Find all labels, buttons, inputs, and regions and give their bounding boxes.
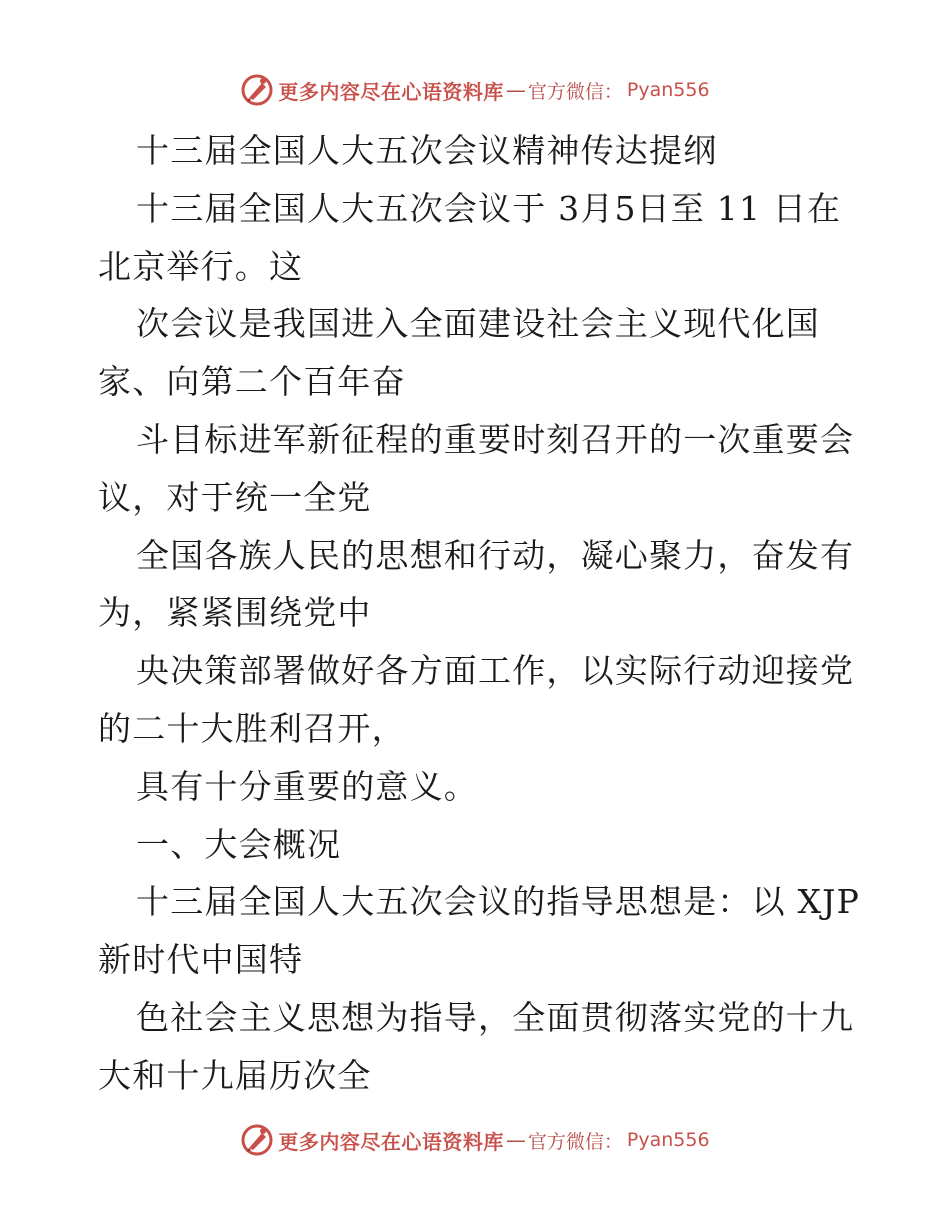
banner-separator: — — [505, 1128, 526, 1152]
paragraph-line: 具有十分重要的意义。 — [136, 766, 478, 806]
paragraph-line: 央决策部署做好各方面工作，以实际行动迎接党 — [136, 651, 855, 691]
paragraph-line: 家、向第二个百年奋 — [98, 362, 406, 402]
document-body — [98, 122, 861, 1105]
banner-wechat-label: 官方微信： — [527, 1130, 623, 1153]
pen-nib-logo-icon — [240, 1123, 274, 1157]
document-title: 十三届全国人大五次会议精神传达提纲 — [136, 131, 718, 170]
paragraph-line: 大和十九届历次全 — [98, 1055, 372, 1095]
paragraph-line: 次会议是我国进入全面建设社会主义现代化国 — [136, 304, 820, 344]
paragraph-line: 为，紧紧围绕党中 — [98, 593, 372, 633]
paragraph-line: 斗目标进军新征程的重要时刻召开的一次重要会 — [136, 419, 855, 459]
banner-wechat-id: Pyan556 — [626, 1129, 710, 1151]
paragraph-line: 十三届全国人大五次会议的指导思想是：以 XJP — [136, 882, 861, 922]
paragraph-line: 十三届全国人大五次会议于 3月5日至 11 日在 — [136, 188, 842, 228]
section-heading: 一、大会概况 — [136, 824, 342, 864]
header-watermark-banner — [0, 70, 950, 110]
banner-text: 更多内容尽在心语资料库 — [278, 79, 504, 104]
banner-text: 更多内容尽在心语资料库 — [278, 1129, 504, 1154]
paragraph-line: 色社会主义思想为指导，全面贯彻落实党的十九 — [136, 997, 855, 1037]
paragraph-line: 的二十大胜利召开， — [98, 708, 406, 748]
banner-wechat-id: Pyan556 — [626, 79, 710, 101]
paragraph-line: 全国各族人民的思想和行动，凝心聚力，奋发有 — [136, 535, 855, 575]
paragraph-line: 议，对于统一全党 — [98, 477, 372, 517]
footer-watermark-banner — [0, 1120, 950, 1160]
pen-nib-logo-icon — [240, 73, 274, 107]
paragraph-line: 新时代中国特 — [98, 940, 304, 980]
banner-wechat-label: 官方微信： — [527, 80, 623, 103]
paragraph-line: 北京举行。这 — [98, 246, 304, 286]
banner-separator: — — [505, 78, 526, 102]
